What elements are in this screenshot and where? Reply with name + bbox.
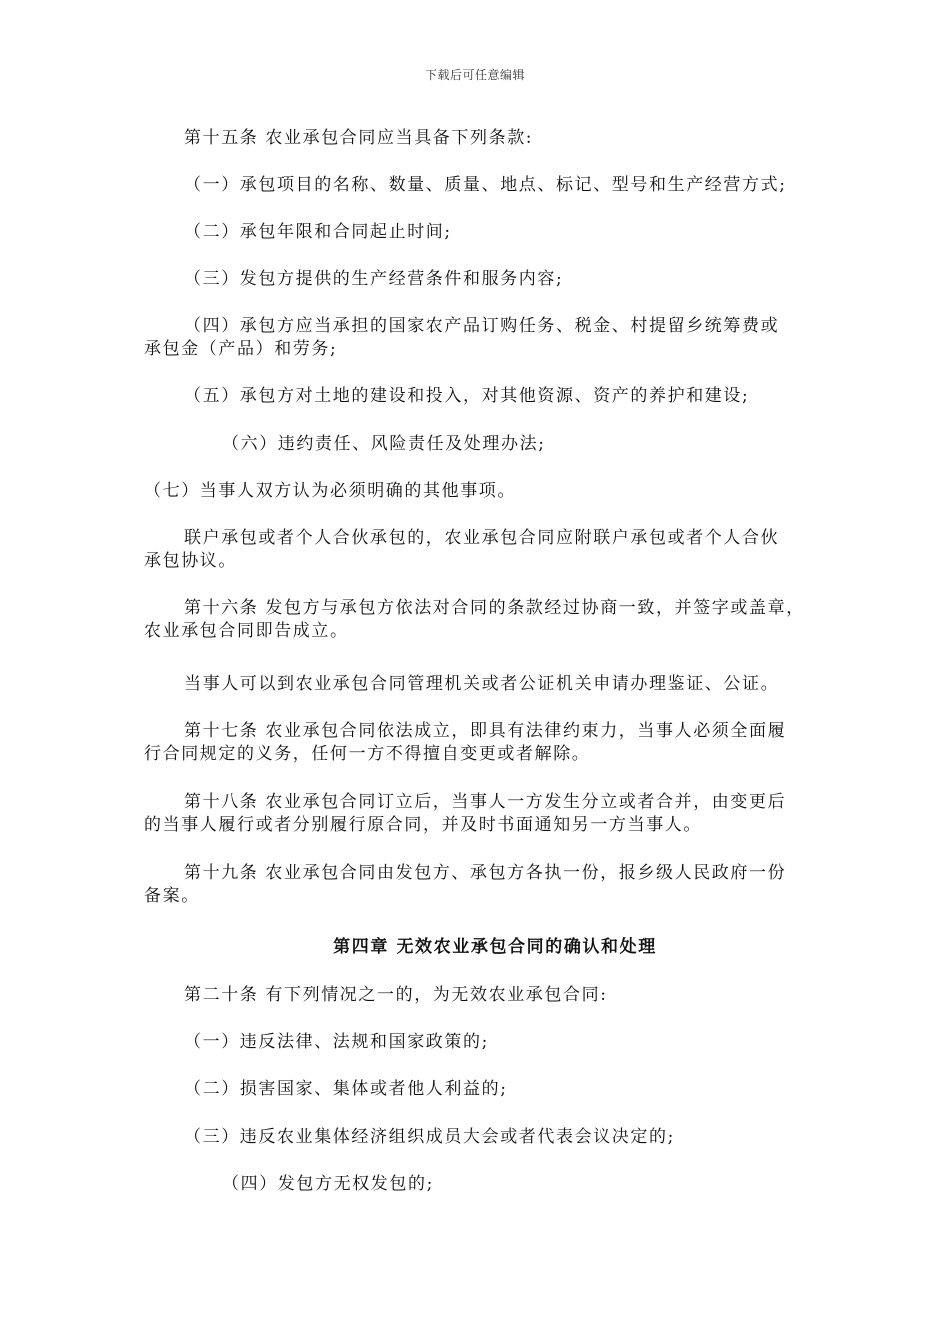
article-15-item-4-line-2: 承包金（产品）和劳务; xyxy=(144,339,338,359)
article-19-paragraph xyxy=(144,862,786,908)
article-20-item-4: （四）发包方无权发包的; xyxy=(222,1174,434,1194)
article-15-item-5: （五）承包方对土地的建设和投入，对其他资源、资产的养护和建设; xyxy=(184,386,750,406)
article-15-item-4 xyxy=(144,315,779,361)
article-16-notary: 当事人可以到农业承包合同管理机关或者公证机关申请办理鉴证、公证。 xyxy=(184,674,780,694)
article-17-line-2: 行合同规定的义务，任何一方不得擅自变更或者解除。 xyxy=(144,744,591,764)
joint-contract-line-1: 联户承包或者个人合伙承包的，农业承包合同应附联户承包或者个人合伙 xyxy=(184,528,780,548)
article-18-line-2: 的当事人履行或者分别履行原合同，并及时书面通知另一方当事人。 xyxy=(144,815,702,835)
article-20-title: 第二十条 有下列情况之一的，为无效农业承包合同: xyxy=(184,985,608,1005)
article-17-paragraph xyxy=(144,720,786,766)
article-15-title: 第十五条 农业承包合同应当具备下列条款: xyxy=(184,128,534,148)
article-15-item-1: （一）承包项目的名称、数量、质量、地点、标记、型号和生产经营方式; xyxy=(184,175,787,195)
article-20-item-2: （二）损害国家、集体或者他人利益的; xyxy=(184,1079,508,1099)
article-20-item-1: （一）违反法律、法规和国家政策的; xyxy=(184,1032,489,1052)
article-19-line-1: 第十九条 农业承包合同由发包方、承包方各执一份，报乡级人民政府一份 xyxy=(184,863,787,883)
article-15-item-3: （三）发包方提供的生产经营条件和服务内容; xyxy=(184,269,564,289)
joint-contract-paragraph xyxy=(144,527,779,573)
article-15-item-4-line-1: （四）承包方应当承担的国家农产品订购任务、税金、村提留乡统筹费或 xyxy=(184,316,780,336)
article-16-paragraph xyxy=(144,597,805,643)
article-18-paragraph xyxy=(144,791,786,837)
article-15-item-7: （七）当事人双方认为必须明确的其他事项。 xyxy=(144,481,516,501)
article-17-line-1: 第十七条 农业承包合同依法成立，即具有法律约束力，当事人必须全面履 xyxy=(184,721,787,741)
page-header: 下载后可任意编辑 xyxy=(424,68,525,82)
article-15-item-6: （六）违约责任、风险责任及处理办法; xyxy=(222,434,546,454)
article-15-item-2: （二）承包年限和合同起止时间; xyxy=(184,222,452,242)
joint-contract-line-2: 承包协议。 xyxy=(144,551,237,571)
article-18-line-1: 第十八条 农业承包合同订立后，当事人一方发生分立或者合并，由变更后 xyxy=(184,792,787,812)
article-19-line-2: 备案。 xyxy=(144,886,200,906)
article-16-line-2: 农业承包合同即告成立。 xyxy=(144,621,349,641)
article-20-item-3: （三）违反农业集体经济组织成员大会或者代表会议决定的; xyxy=(184,1127,675,1147)
chapter-4-heading: 第四章 无效农业承包合同的确认和处理 xyxy=(333,937,657,957)
article-16-line-1: 第十六条 发包方与承包方依法对合同的条款经过协商一致，并签字或盖章， xyxy=(184,598,805,618)
